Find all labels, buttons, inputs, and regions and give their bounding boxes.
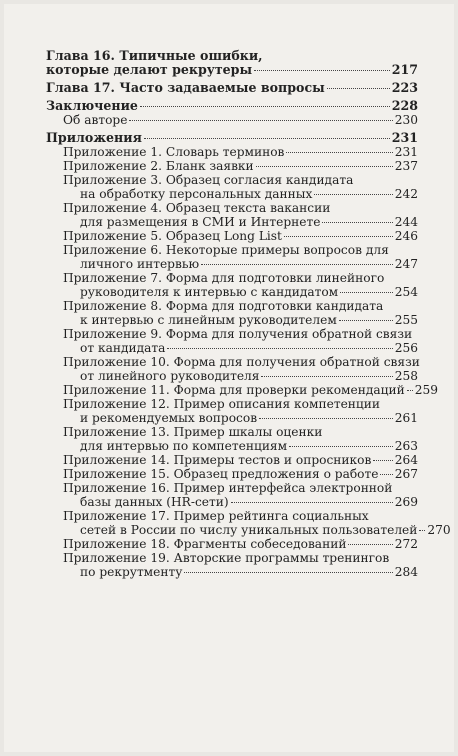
- page-number: 284: [394, 565, 418, 579]
- page-number: 269: [394, 495, 418, 509]
- page-number: 261: [394, 411, 418, 425]
- dot-leader: [231, 502, 393, 503]
- entry-title-line: Об авторе: [63, 113, 128, 127]
- entry-title-line: Приложение 15. Образец предложения о работе: [63, 467, 379, 481]
- dot-leader: [140, 106, 390, 107]
- dot-leader: [380, 474, 392, 475]
- toc-entry-appendix: [46, 355, 418, 383]
- entry-title-line: по рекрутменту: [80, 565, 183, 579]
- entry-title-line: личного интервью: [80, 257, 200, 271]
- page-number: 270: [427, 523, 451, 537]
- page-number: 254: [394, 285, 418, 299]
- page-number: 242: [394, 187, 418, 201]
- toc-entry-appendix: [46, 229, 418, 243]
- entry-title-line: Приложение 10. Форма для получения обратной связи: [63, 355, 420, 369]
- dot-leader: [129, 120, 392, 121]
- toc-entry-appendix: [46, 481, 418, 509]
- toc-entry-chapter-17: [46, 81, 418, 95]
- toc-entry-appendix: [46, 397, 418, 425]
- dot-leader: [419, 530, 425, 531]
- appendix-list: [46, 145, 451, 579]
- toc-entry-appendix: [46, 453, 418, 467]
- page-number: 244: [394, 215, 418, 229]
- entry-title-line: Приложение 19. Авторские программы тренингов: [63, 551, 390, 565]
- dot-leader: [289, 446, 393, 447]
- dot-leader: [373, 460, 392, 461]
- dot-leader: [256, 166, 393, 167]
- toc-entry-appendix: [46, 537, 418, 551]
- page-number: 272: [394, 537, 418, 551]
- entry-title-line: Приложение 6. Некоторые примеры вопросов для: [63, 243, 389, 257]
- entry-title-line: Приложение 7. Форма для подготовки линейного: [63, 271, 385, 285]
- toc-entry-appendix: [46, 551, 418, 579]
- entry-title-line: базы данных (HR-сети): [80, 495, 229, 509]
- page-number: 247: [394, 257, 418, 271]
- entry-title-line: Приложение 5. Образец Long List: [63, 229, 282, 243]
- toc-entry-appendices: [46, 131, 418, 145]
- entry-title-line: Приложение 4. Образец текста вакансии: [63, 201, 331, 215]
- toc-entry-appendix: [46, 425, 418, 453]
- toc-entry-appendix: [46, 467, 418, 481]
- dot-leader: [284, 236, 393, 237]
- toc-entry-conclusion: [46, 99, 418, 113]
- entry-title-line: сетей в России по числу уникальных пользователей: [80, 523, 418, 537]
- toc-entry-appendix: [46, 383, 438, 397]
- toc-entry-appendix: [46, 201, 418, 229]
- entry-title-line: для размещения в СМИ и Интернете: [80, 215, 321, 229]
- entry-title-line: Приложения: [46, 130, 142, 145]
- entry-title-line: Приложение 13. Пример шкалы оценки: [63, 425, 323, 439]
- entry-title-line: к интервью с линейным руководителем: [80, 313, 337, 327]
- dot-leader: [261, 376, 392, 377]
- page-number: 256: [394, 341, 418, 355]
- page-number: 246: [394, 229, 418, 243]
- dot-leader: [340, 292, 393, 293]
- dot-leader: [339, 320, 393, 321]
- entry-title-line: от кандидата: [80, 341, 166, 355]
- page-number: 217: [391, 62, 418, 77]
- entry-title-line: которые делают рекрутеры: [46, 62, 253, 77]
- toc-entry-appendix: [46, 299, 418, 327]
- entry-title-line: и рекомендуемых вопросов: [80, 411, 258, 425]
- entry-title-line: Глава 16. Типичные ошибки,: [46, 48, 263, 63]
- toc-entry-chapter-16: [46, 49, 418, 77]
- dot-leader: [167, 348, 392, 349]
- toc-entry-appendix: [46, 145, 418, 159]
- toc-entry-appendix: [46, 243, 418, 271]
- entry-title-line: Приложение 1. Словарь терминов: [63, 145, 285, 159]
- entry-title-line: Глава 17. Часто задаваемые вопросы: [46, 80, 325, 95]
- page-number: 258: [394, 369, 418, 383]
- entry-title-line: Приложение 17. Пример рейтинга социальных: [63, 509, 369, 523]
- entry-title-line: руководителя к интервью с кандидатом: [80, 285, 339, 299]
- entry-title-line: Приложение 16. Пример интерфейса электронной: [63, 481, 393, 495]
- dot-leader: [254, 70, 390, 71]
- entry-title-line: Приложение 12. Пример описания компетенции: [63, 397, 380, 411]
- entry-title-line: Приложение 11. Форма для проверки рекомендаций: [63, 383, 405, 397]
- book-page: [4, 4, 454, 752]
- toc-entry-appendix: [46, 271, 418, 299]
- page-number: 255: [394, 313, 418, 327]
- page-number: 231: [394, 145, 418, 159]
- toc-entry-appendix: [46, 173, 418, 201]
- toc-entry-about-author: [46, 113, 418, 127]
- dot-leader: [407, 390, 413, 391]
- entry-title-line: Приложение 3. Образец согласия кандидата: [63, 173, 354, 187]
- entry-title-line: Приложение 8. Форма для подготовки кандидата: [63, 299, 384, 313]
- dot-leader: [322, 222, 392, 223]
- toc-entry-appendix: [46, 509, 451, 537]
- entry-title-line: Приложение 18. Фрагменты собеседований: [63, 537, 347, 551]
- dot-leader: [201, 264, 393, 265]
- dot-leader: [259, 418, 393, 419]
- entry-title-line: Приложение 14. Примеры тестов и опросников: [63, 453, 372, 467]
- entry-title-line: Заключение: [46, 98, 138, 113]
- page-number: 259: [414, 383, 438, 397]
- dot-leader: [144, 138, 390, 139]
- page-number: 267: [394, 467, 418, 481]
- page-number: 230: [394, 113, 418, 127]
- toc-entry-appendix: [46, 159, 418, 173]
- entry-title-line: для интервью по компетенциям: [80, 439, 288, 453]
- page-number: 223: [391, 80, 418, 95]
- dot-leader: [314, 194, 392, 195]
- dot-leader: [348, 544, 392, 545]
- page-number: 264: [394, 453, 418, 467]
- page-number: 263: [394, 439, 418, 453]
- entry-title-line: Приложение 2. Бланк заявки: [63, 159, 254, 173]
- page-number: 228: [391, 98, 418, 113]
- entry-title-line: на обработку персональных данных: [80, 187, 313, 201]
- table-of-contents: [46, 48, 451, 579]
- page-number: 237: [394, 159, 418, 173]
- dot-leader: [184, 572, 392, 573]
- dot-leader: [286, 152, 392, 153]
- toc-entry-appendix: [46, 327, 418, 355]
- dot-leader: [327, 88, 390, 89]
- entry-title-line: Приложение 9. Форма для получения обратной связи: [63, 327, 413, 341]
- entry-title-line: от линейного руководителя: [80, 369, 260, 383]
- page-number: 231: [391, 130, 418, 145]
